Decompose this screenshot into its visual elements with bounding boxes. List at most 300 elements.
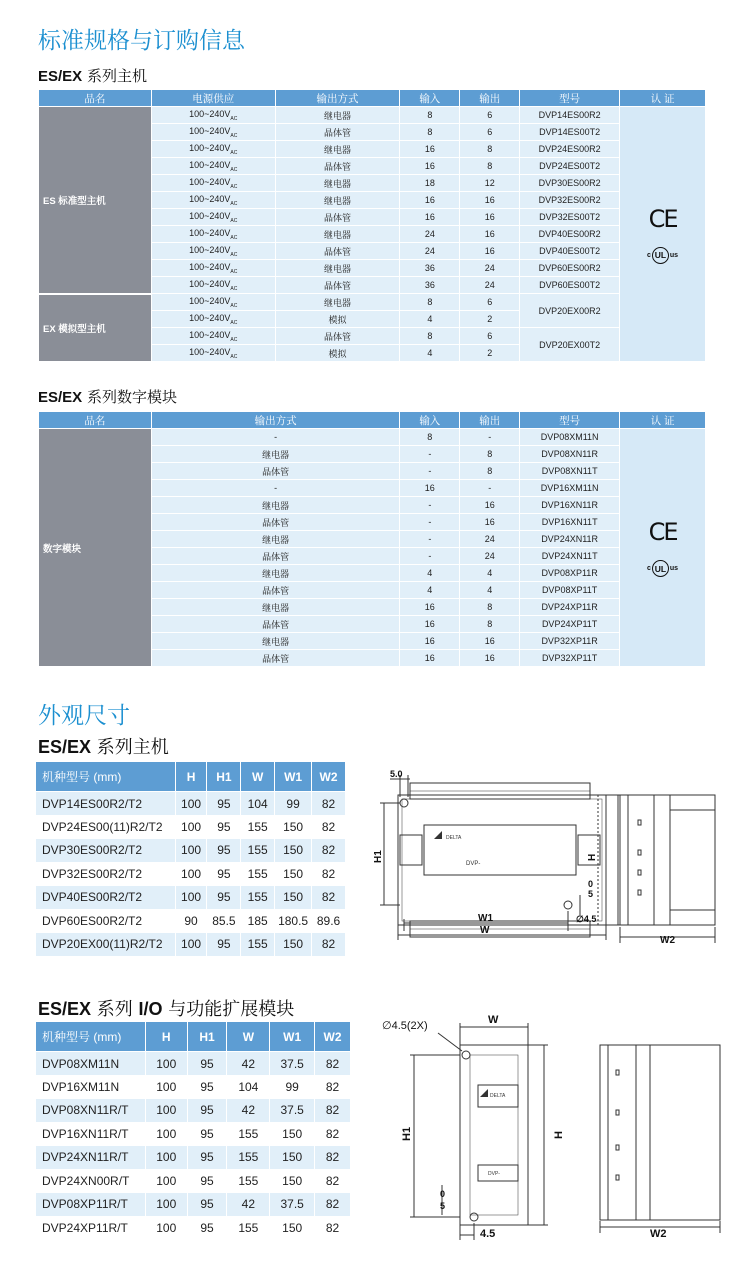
- table-cell: DVP24XP11R/T: [36, 1216, 146, 1240]
- table-cell: 24: [460, 548, 520, 565]
- main-unit-dimension-drawing: [370, 765, 730, 950]
- table-cell: 37.5: [270, 1052, 315, 1076]
- table-cell: 100: [175, 815, 207, 839]
- dim-label-w2: W2: [660, 935, 675, 946]
- column-header: W: [241, 762, 275, 792]
- table-cell: 36: [400, 277, 460, 294]
- table-row: [36, 1052, 351, 1076]
- table-cell: 16: [460, 192, 520, 209]
- column-header: 电源供应: [151, 90, 275, 107]
- table-cell: DVP08XM11N: [520, 429, 620, 446]
- table-cell: 6: [460, 294, 520, 311]
- dimension-table-main: [35, 761, 346, 956]
- table-cell: DVP08XN11R: [520, 446, 620, 463]
- table-cell: 继电器: [151, 531, 400, 548]
- table-cell: 100: [175, 862, 207, 886]
- column-header: 品名: [39, 90, 152, 107]
- table-cell: 95: [187, 1052, 227, 1076]
- table-cell: 180.5: [275, 909, 312, 933]
- table-cell: DVP40ES00T2: [520, 243, 620, 260]
- dim-label-h: H: [553, 1131, 565, 1139]
- table-cell: 95: [207, 815, 241, 839]
- table-cell: 8: [460, 616, 520, 633]
- table-cell: 继电器: [275, 192, 400, 209]
- table-cell: DVP30ES00R2/T2: [36, 839, 176, 863]
- dim-label-w2: W2: [650, 1228, 667, 1240]
- table-cell: 继电器: [151, 599, 400, 616]
- column-header: 输出方式: [275, 90, 400, 107]
- table-cell: 晶体管: [275, 328, 400, 345]
- table-cell: 继电器: [151, 633, 400, 650]
- table-cell: 晶体管: [151, 548, 400, 565]
- table-cell: 155: [241, 886, 275, 910]
- table-cell: DVP24XP11R: [520, 599, 620, 616]
- table-cell: 16: [400, 599, 460, 616]
- section-title-dimensions: 外观尺寸: [38, 703, 130, 729]
- ce-mark-icon: CE: [648, 518, 677, 546]
- table-cell: 95: [207, 933, 241, 957]
- dim-label-hole: ∅4.5(2X): [382, 1020, 428, 1032]
- table-cell: -: [151, 429, 400, 446]
- column-header: 品名: [39, 412, 152, 429]
- table-cell: 8: [460, 158, 520, 175]
- column-header: W1: [275, 762, 312, 792]
- table-cell: 8: [400, 328, 460, 345]
- table-cell: 95: [207, 839, 241, 863]
- table-cell: 82: [312, 815, 346, 839]
- table-cell: -: [400, 497, 460, 514]
- table-row: [36, 1075, 351, 1099]
- table-cell: 8: [460, 446, 520, 463]
- table-cell: 16: [400, 209, 460, 226]
- table-cell: 继电器: [275, 141, 400, 158]
- table-cell: 100: [175, 792, 207, 816]
- dim-label-offset: 5: [588, 889, 594, 899]
- table-row: [36, 1216, 351, 1240]
- table-cell: 18: [400, 175, 460, 192]
- table-cell: 16: [460, 633, 520, 650]
- dim-label-5: 5.0: [390, 769, 403, 779]
- table-cell: 42: [227, 1052, 270, 1076]
- table-cell: 4: [460, 582, 520, 599]
- subtitle-code: ES/EX: [38, 999, 92, 1019]
- dim-label-w: W: [488, 1015, 499, 1026]
- table-cell: 82: [315, 1169, 351, 1193]
- subtitle-digital: [38, 386, 177, 407]
- dim-label-offset: 5: [440, 1201, 446, 1211]
- power-text: 100~240V: [189, 346, 231, 357]
- ordering-table-digital: [38, 411, 706, 667]
- table-cell: 继电器: [275, 175, 400, 192]
- table-cell: 继电器: [275, 107, 400, 124]
- table-cell: 继电器: [275, 294, 400, 311]
- cert-cell: [620, 107, 706, 362]
- table-cell: 16: [400, 141, 460, 158]
- table-cell: 8: [460, 141, 520, 158]
- table-cell: DVP30ES00R2: [520, 175, 620, 192]
- table-cell: 16: [460, 209, 520, 226]
- table-row: [36, 1122, 351, 1146]
- column-header: 认 证: [620, 412, 706, 429]
- table-cell: 155: [241, 815, 275, 839]
- table-cell: 82: [315, 1099, 351, 1123]
- table-cell: 82: [315, 1075, 351, 1099]
- table-cell: 8: [400, 107, 460, 124]
- power-sub: AC: [230, 353, 238, 360]
- table-cell: 82: [315, 1122, 351, 1146]
- ul-circle-text: UL: [652, 247, 669, 264]
- power-sub: AC: [230, 336, 238, 343]
- table-cell: 95: [187, 1216, 227, 1240]
- table-cell: 晶体管: [275, 243, 400, 260]
- table-cell: 95: [187, 1075, 227, 1099]
- table-cell: 95: [207, 886, 241, 910]
- model-tag-text: DVP-: [488, 1171, 500, 1177]
- table-cell: 95: [187, 1122, 227, 1146]
- table-cell: 24: [460, 260, 520, 277]
- table-cell: 150: [270, 1216, 315, 1240]
- dim-label-w1: W1: [478, 913, 493, 924]
- table-cell: 100: [175, 886, 207, 910]
- table-cell: 150: [270, 1122, 315, 1146]
- table-cell: 晶体管: [275, 277, 400, 294]
- table-cell: 150: [275, 839, 312, 863]
- table-cell: 继电器: [275, 260, 400, 277]
- power-sub: AC: [230, 200, 238, 207]
- model-cell: DVP20EX00R2: [520, 294, 620, 328]
- subtitle-text: 系列主机: [91, 737, 169, 758]
- table-cell: 晶体管: [151, 650, 400, 667]
- table-cell: 4: [400, 345, 460, 362]
- power-cell: [151, 192, 275, 209]
- table-cell: 8: [400, 429, 460, 446]
- table-cell: DVP08XP11R: [520, 565, 620, 582]
- table-cell: 150: [275, 862, 312, 886]
- table-cell: DVP60ES00R2: [520, 260, 620, 277]
- model-cell: DVP20EX00T2: [520, 328, 620, 362]
- table-cell: 100: [145, 1075, 187, 1099]
- power-cell: [151, 311, 275, 328]
- table-cell: 16: [460, 497, 520, 514]
- brand-logo-text: DELTA: [490, 1093, 506, 1099]
- table-cell: 晶体管: [151, 582, 400, 599]
- table-cell: 100: [145, 1052, 187, 1076]
- table-row: [36, 1169, 351, 1193]
- table-cell: 89.6: [312, 909, 346, 933]
- power-text: 100~240V: [189, 312, 231, 323]
- table-cell: 100: [175, 933, 207, 957]
- table-cell: -: [460, 480, 520, 497]
- table-cell: 85.5: [207, 909, 241, 933]
- table-cell: DVP24ES00(11)R2/T2: [36, 815, 176, 839]
- power-sub: AC: [230, 183, 238, 190]
- cert-cell: [620, 429, 706, 667]
- column-header: 输出: [460, 412, 520, 429]
- dim-label-zero: 0: [440, 1189, 446, 1199]
- power-text: 100~240V: [189, 193, 231, 204]
- power-text: 100~240V: [189, 176, 231, 187]
- subtitle-text: 系列: [91, 999, 139, 1020]
- column-header: 型号: [520, 412, 620, 429]
- group-label-digital: 数字模块: [39, 429, 152, 667]
- ul-mark-icon: [647, 560, 678, 577]
- table-cell: DVP60ES00R2/T2: [36, 909, 176, 933]
- column-header: 输出: [460, 90, 520, 107]
- table-cell: 99: [275, 792, 312, 816]
- table-cell: 24: [460, 277, 520, 294]
- table-row: [39, 107, 706, 124]
- power-cell: [151, 124, 275, 141]
- table-cell: 99: [270, 1075, 315, 1099]
- table-cell: 4: [400, 311, 460, 328]
- table-cell: DVP16XN11T: [520, 514, 620, 531]
- subtitle-text2: 与功能扩展模块: [162, 999, 295, 1020]
- table-cell: 95: [207, 792, 241, 816]
- column-header: W2: [312, 762, 346, 792]
- group-label-ex: EX 模拟型主机: [39, 294, 152, 362]
- table-cell: 150: [270, 1146, 315, 1170]
- subtitle-code: ES/EX: [38, 389, 83, 406]
- table-cell: DVP08XP11T: [520, 582, 620, 599]
- power-cell: [151, 141, 275, 158]
- table-cell: 24: [400, 226, 460, 243]
- power-text: 100~240V: [189, 244, 231, 255]
- table-cell: DVP16XN11R/T: [36, 1122, 146, 1146]
- subtitle-code: ES/EX: [38, 737, 92, 757]
- column-header: W: [227, 1022, 270, 1052]
- table-cell: 24: [400, 243, 460, 260]
- table-row: [36, 886, 346, 910]
- table-cell: 16: [400, 192, 460, 209]
- ul-us-text: us: [669, 251, 679, 259]
- table-cell: DVP24XN11R/T: [36, 1146, 146, 1170]
- dim-label-w: W: [480, 925, 490, 936]
- table-cell: DVP08XN11R/T: [36, 1099, 146, 1123]
- power-text: 100~240V: [189, 295, 231, 306]
- column-header: 机种型号 (mm): [36, 762, 176, 792]
- table-cell: 24: [460, 531, 520, 548]
- power-cell: [151, 243, 275, 260]
- table-cell: 82: [315, 1216, 351, 1240]
- power-sub: AC: [230, 268, 238, 275]
- table-cell: DVP32XP11R: [520, 633, 620, 650]
- table-cell: 155: [241, 933, 275, 957]
- table-cell: 晶体管: [151, 463, 400, 480]
- table-cell: -: [400, 463, 460, 480]
- column-header: 机种型号 (mm): [36, 1022, 146, 1052]
- table-cell: 16: [400, 616, 460, 633]
- table-cell: 100: [145, 1146, 187, 1170]
- table-cell: 155: [241, 862, 275, 886]
- table-row: [36, 792, 346, 816]
- power-sub: AC: [230, 149, 238, 156]
- table-cell: 150: [275, 886, 312, 910]
- dim-label-zero: 0: [588, 879, 594, 889]
- power-sub: AC: [230, 166, 238, 173]
- power-text: 100~240V: [189, 159, 231, 170]
- io-module-dimension-drawing: [378, 1015, 728, 1240]
- dim-label-h: H: [587, 853, 598, 861]
- table-cell: 8: [460, 463, 520, 480]
- table-cell: 4: [400, 582, 460, 599]
- dim-label-hole: ∅4.5: [576, 914, 597, 924]
- column-header: H1: [187, 1022, 227, 1052]
- power-text: 100~240V: [189, 278, 231, 289]
- table-cell: -: [400, 446, 460, 463]
- model-tag-text: DVP-: [466, 861, 481, 867]
- column-header: H: [175, 762, 207, 792]
- table-cell: 82: [312, 792, 346, 816]
- ordering-table-main: [38, 89, 706, 362]
- table-cell: 4: [460, 565, 520, 582]
- table-cell: DVP16XM11N: [520, 480, 620, 497]
- power-cell: [151, 158, 275, 175]
- table-cell: DVP60ES00T2: [520, 277, 620, 294]
- table-cell: 150: [275, 815, 312, 839]
- table-row: [39, 429, 706, 446]
- power-sub: AC: [230, 302, 238, 309]
- table-cell: 6: [460, 124, 520, 141]
- power-cell: [151, 294, 275, 311]
- column-header: 型号: [520, 90, 620, 107]
- table-cell: DVP24XN11T: [520, 548, 620, 565]
- table-cell: 95: [207, 862, 241, 886]
- subtitle-text: 系列数字模块: [82, 388, 177, 406]
- table-cell: DVP32ES00R2/T2: [36, 862, 176, 886]
- table-cell: 100: [145, 1099, 187, 1123]
- table-cell: 8: [400, 294, 460, 311]
- power-text: 100~240V: [189, 329, 231, 340]
- table-cell: 95: [187, 1146, 227, 1170]
- table-row: [36, 862, 346, 886]
- table-cell: 16: [460, 226, 520, 243]
- subtitle-text: 系列主机: [82, 67, 147, 85]
- table-cell: 155: [227, 1146, 270, 1170]
- table-cell: DVP08XN11T: [520, 463, 620, 480]
- power-text: 100~240V: [189, 227, 231, 238]
- table-cell: DVP24XN00R/T: [36, 1169, 146, 1193]
- table-cell: 100: [145, 1193, 187, 1217]
- table-cell: DVP32ES00R2: [520, 192, 620, 209]
- table-cell: -: [400, 548, 460, 565]
- power-cell: [151, 328, 275, 345]
- table-cell: 晶体管: [275, 158, 400, 175]
- power-sub: AC: [230, 251, 238, 258]
- subtitle-code2: I/O: [138, 999, 163, 1019]
- table-cell: 37.5: [270, 1099, 315, 1123]
- dim-label-45: 4.5: [480, 1228, 496, 1240]
- power-text: 100~240V: [189, 125, 231, 136]
- table-cell: 继电器: [151, 446, 400, 463]
- table-cell: 6: [460, 328, 520, 345]
- table-cell: DVP24XP11T: [520, 616, 620, 633]
- ul-mark-icon: [647, 247, 678, 264]
- table-cell: 37.5: [270, 1193, 315, 1217]
- ul-c-text: c: [646, 251, 651, 259]
- table-cell: 晶体管: [151, 514, 400, 531]
- subtitle-es-main: [38, 65, 147, 86]
- ul-us-text: us: [669, 565, 679, 572]
- power-cell: [151, 175, 275, 192]
- table-cell: 16: [460, 514, 520, 531]
- table-cell: 82: [312, 839, 346, 863]
- table-cell: DVP32ES00T2: [520, 209, 620, 226]
- table-cell: 100: [145, 1216, 187, 1240]
- table-cell: DVP08XP11R/T: [36, 1193, 146, 1217]
- table-cell: 155: [241, 839, 275, 863]
- table-cell: 95: [187, 1099, 227, 1123]
- power-cell: [151, 260, 275, 277]
- table-row: [36, 839, 346, 863]
- table-cell: 2: [460, 311, 520, 328]
- table-cell: 104: [227, 1075, 270, 1099]
- table-cell: DVP16XN11R: [520, 497, 620, 514]
- table-cell: 36: [400, 260, 460, 277]
- table-cell: 100: [145, 1169, 187, 1193]
- table-cell: 16: [400, 158, 460, 175]
- table-cell: 100: [175, 839, 207, 863]
- table-cell: DVP40ES00R2: [520, 226, 620, 243]
- table-row: [36, 1099, 351, 1123]
- table-cell: 晶体管: [275, 124, 400, 141]
- subtitle-code: ES/EX: [38, 68, 83, 85]
- table-cell: DVP24ES00T2: [520, 158, 620, 175]
- table-cell: 42: [227, 1193, 270, 1217]
- table-cell: 90: [175, 909, 207, 933]
- table-cell: 16: [400, 650, 460, 667]
- power-text: 100~240V: [189, 142, 231, 153]
- table-cell: DVP24XN11R: [520, 531, 620, 548]
- table-cell: -: [400, 531, 460, 548]
- power-cell: [151, 209, 275, 226]
- table-cell: 继电器: [151, 497, 400, 514]
- table-row: [36, 909, 346, 933]
- table-cell: DVP14ES00T2: [520, 124, 620, 141]
- table-cell: 42: [227, 1099, 270, 1123]
- table-cell: 95: [187, 1193, 227, 1217]
- subtitle-dim-main: [38, 733, 169, 759]
- column-header: W1: [270, 1022, 315, 1052]
- table-cell: 16: [460, 650, 520, 667]
- table-cell: 185: [241, 909, 275, 933]
- table-row: [36, 1193, 351, 1217]
- table-cell: DVP40ES00R2/T2: [36, 886, 176, 910]
- table-cell: 16: [400, 480, 460, 497]
- table-cell: 82: [315, 1052, 351, 1076]
- table-cell: DVP24ES00R2: [520, 141, 620, 158]
- power-cell: [151, 107, 275, 124]
- table-cell: 8: [460, 599, 520, 616]
- table-row: [39, 294, 706, 311]
- power-sub: AC: [230, 234, 238, 241]
- table-cell: 4: [400, 565, 460, 582]
- power-text: 100~240V: [189, 108, 231, 119]
- table-cell: 150: [275, 933, 312, 957]
- table-cell: 继电器: [275, 226, 400, 243]
- power-cell: [151, 277, 275, 294]
- power-sub: AC: [230, 132, 238, 139]
- table-cell: 104: [241, 792, 275, 816]
- table-cell: 16: [460, 243, 520, 260]
- section-title-ordering: 标准规格与订购信息: [38, 28, 245, 54]
- table-cell: 82: [315, 1193, 351, 1217]
- power-text: 100~240V: [189, 261, 231, 272]
- table-cell: 8: [400, 124, 460, 141]
- table-cell: 晶体管: [151, 616, 400, 633]
- column-header: 输出方式: [151, 412, 400, 429]
- group-label-es: ES 标准型主机: [39, 107, 152, 294]
- table-cell: 模拟: [275, 345, 400, 362]
